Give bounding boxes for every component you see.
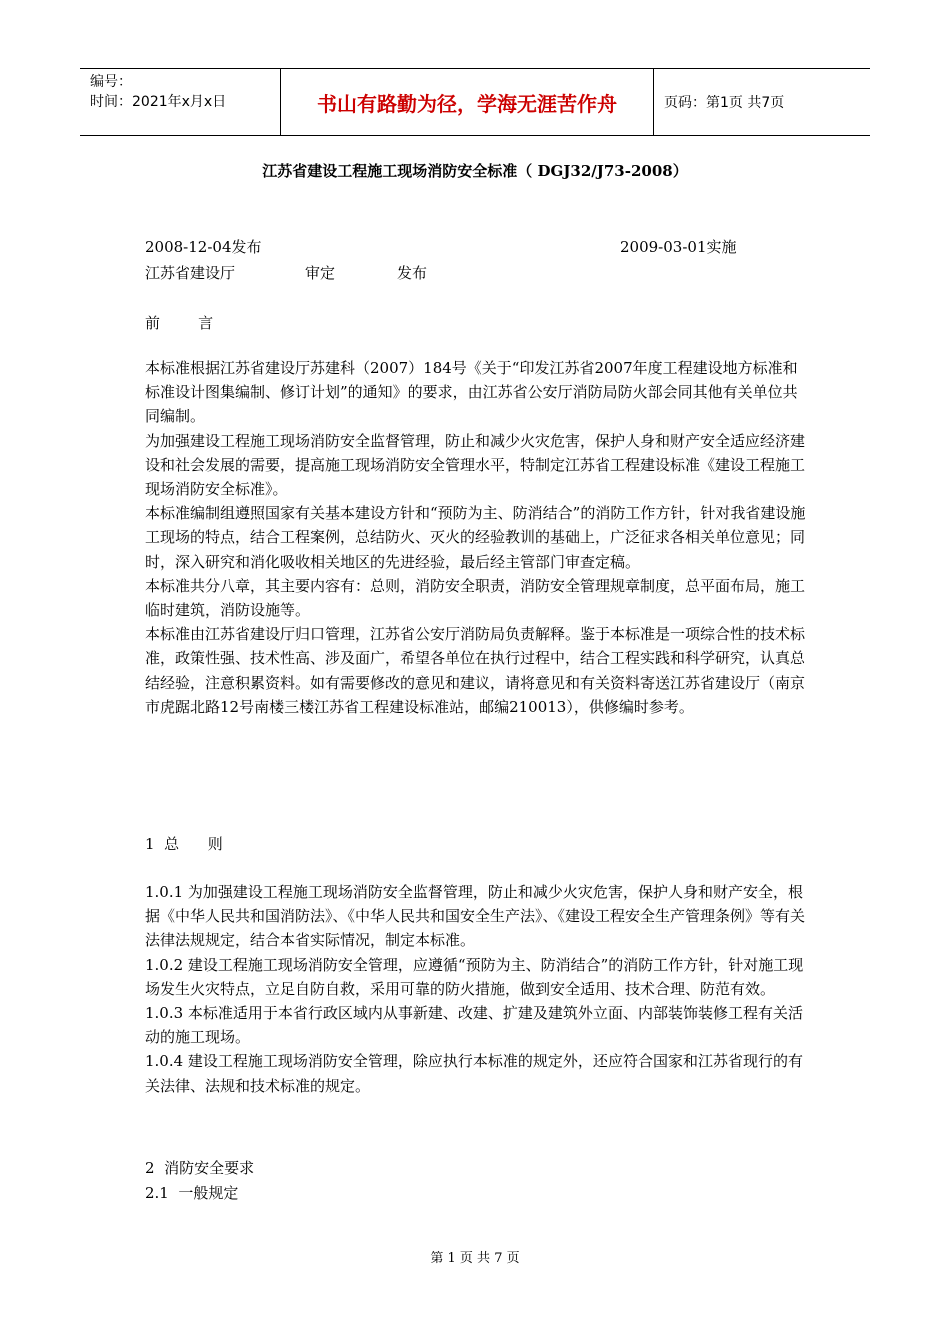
doc-time-label: 时间：2021年x月x日 — [90, 94, 227, 110]
issue-label: 发布 — [397, 264, 428, 282]
preface-paragraph: 本标准共分八章，其主要内容有：总则，消防安全职责，消防安全管理规章制度，总平面布局，施工临时建筑，消防设施等。 — [145, 576, 806, 620]
clause-paragraph: 1.0.4 建设工程施工现场消防安全管理，除应执行本标准的规定外，还应符合国家和江苏省现行的有关法律、法规和技术标准的规定。 — [145, 1052, 803, 1095]
effective-date: 2009-03-01实施 — [620, 238, 737, 256]
doc-number-label: 编号： — [90, 74, 132, 90]
clause-paragraph: 1.0.3 本标准适用于本省行政区域内从事新建、改建、扩建及建筑外立面、内部装饰装修工程有关活动的施工现场。 — [145, 1004, 803, 1047]
preface-heading: 前 言 — [145, 314, 214, 332]
department: 江苏省建设厅 — [145, 264, 236, 282]
header-info — [80, 69, 280, 135]
page-header — [80, 68, 870, 136]
preface-paragraph: 本标准编制组遵照国家有关基本建设方针和“预防为主、防消结合”的消防工作方针，针对我省建设施工现场的特点，结合工程案例，总结防火、灭火的经验教训的基础上，广泛征求各相关单位意见；同时，深入研究和消化吸收相关地区的先进经验，最后经主管部门审查定稿。 — [145, 504, 806, 571]
preface-paragraph: 本标准由江苏省建设厅归口管理，江苏省公安厅消防局负责解释。鉴于本标准是一项综合性的技术标准，政策性强、技术性高、涉及面广，希望各单位在执行过程中，结合工程实践和科学研究，认真总结经验，注意积累资料。如有需要修改的意见和建议，请将意见和有关资料寄送江苏省建设厅（南京市虎踞北路12号南楼三楼江苏省工程建设标准站，邮编210013），供修编时参考。 — [145, 625, 806, 716]
publish-date: 2008-12-04发布 — [145, 238, 262, 256]
chapter1-heading: 1 总 则 — [145, 835, 223, 853]
section21-heading: 2.1 一般规定 — [145, 1184, 239, 1202]
clause-paragraph: 1.0.2 建设工程施工现场消防安全管理，应遵循“预防为主、防消结合”的消防工作方针，针对施工现场发生火灾特点，立足自防自救，采用可靠的防火措施，做到安全适用、技术合理、防范有效。 — [145, 955, 804, 998]
chapter1-body — [145, 880, 810, 1098]
review-label: 审定 — [305, 264, 336, 282]
chapter2-heading: 2 消防安全要求 — [145, 1159, 255, 1177]
document-title: 江苏省建设工程施工现场消防安全标准（ DGJ32/J73-2008） — [262, 162, 688, 180]
preface-paragraph: 本标准根据江苏省建设厅苏建科（2007）184号《关于“印发江苏省2007年度工程建设地方标准和标准设计图集编制、修订计划”的通知》的要求，由江苏省公安厅消防局防火部会同其他有关单位共同编制。 — [145, 359, 798, 426]
preface-paragraph: 为加强建设工程施工现场消防安全监督管理，防止和减少火灾危害，保护人身和财产安全适应经济建设和社会发展的需要，提高施工现场消防安全管理水平，特制定江苏省工程建设标准《建设工程施工现场消防安全标准》。 — [145, 431, 806, 499]
header-page-info: 页码：第1页 共7页 — [664, 95, 785, 111]
clause-paragraph: 1.0.1 为加强建设工程施工现场消防安全监督管理，防止和减少火灾危害，保护人身和财产安全，根据《中华人民共和国消防法》、《中华人民共和国安全生产法》、《建设工程安全生产管理条例》等有关法律法规规定，结合本省实际情况，制定本标准。 — [145, 883, 806, 950]
page-footer: 第 1 页 共 7 页 — [430, 1251, 520, 1266]
header-slogan: 书山有路勤为径，学海无涯苦作舟 — [280, 69, 654, 135]
preface-body — [145, 356, 810, 719]
